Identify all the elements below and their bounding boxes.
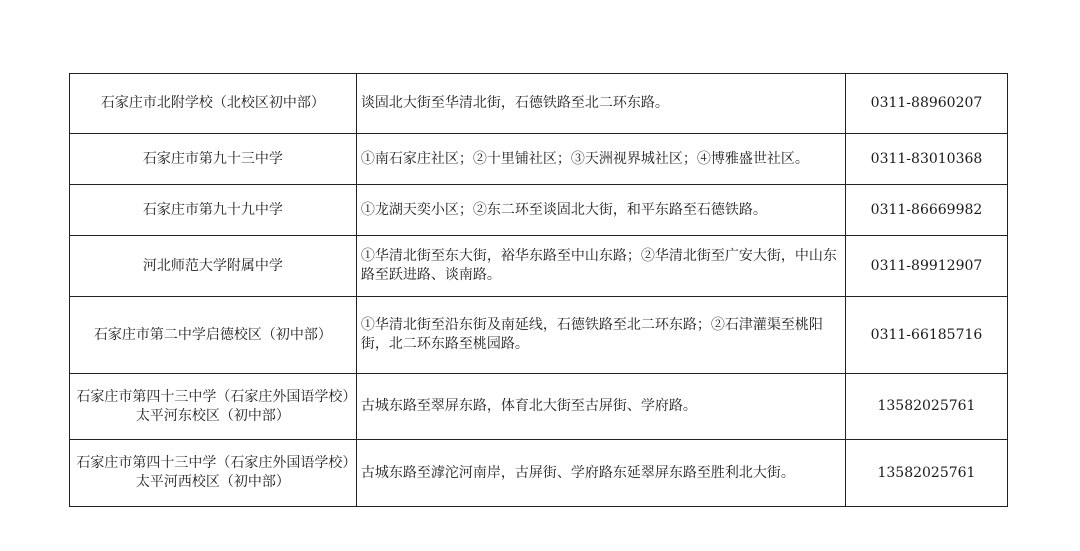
enrollment-area-cell: 谈固北大街至华清北街，石德铁路至北二环东路。 xyxy=(356,74,845,134)
school-name-cell: 石家庄市第四十三中学（石家庄外国语学校）太平河西校区（初中部） xyxy=(70,440,357,507)
school-name-cell: 石家庄市第二中学启德校区（初中部） xyxy=(70,297,357,374)
enrollment-area-cell: 古城东路至翠屏东路，体育北大街至古屏街、学府路。 xyxy=(356,374,845,440)
enrollment-area-cell: ①南石家庄社区；②十里铺社区；③天洲视界城社区；④博雅盛世社区。 xyxy=(356,134,845,185)
enrollment-area-cell: 古城东路至滹沱河南岸，古屏街、学府路东延翠屏东路至胜利北大街。 xyxy=(356,440,845,507)
table-row xyxy=(70,74,1008,134)
phone-cell: 0311-86669982 xyxy=(845,185,1007,236)
table-row xyxy=(70,297,1008,374)
table-row xyxy=(70,236,1008,297)
phone-cell: 0311-88960207 xyxy=(845,74,1007,134)
school-name-cell: 河北师范大学附属中学 xyxy=(70,236,357,297)
phone-cell: 0311-89912907 xyxy=(845,236,1007,297)
school-name-cell: 石家庄市第九十三中学 xyxy=(70,134,357,185)
school-name-cell: 石家庄市第九十九中学 xyxy=(70,185,357,236)
phone-cell: 13582025761 xyxy=(845,440,1007,507)
enrollment-area-cell: ①龙湖天奕小区；②东二环至谈固北大街，和平东路至石德铁路。 xyxy=(356,185,845,236)
table-row xyxy=(70,374,1008,440)
table-row xyxy=(70,440,1008,507)
table-row xyxy=(70,134,1008,185)
school-district-table xyxy=(69,73,1008,507)
enrollment-area-cell: ①华清北街至东大街，裕华东路至中山东路；②华清北街至广安大街，中山东路至跃进路、谈南路。 xyxy=(356,236,845,297)
phone-cell: 0311-83010368 xyxy=(845,134,1007,185)
phone-cell: 0311-66185716 xyxy=(845,297,1007,374)
school-name-cell: 石家庄市北附学校（北校区初中部） xyxy=(70,74,357,134)
phone-cell: 13582025761 xyxy=(845,374,1007,440)
table-row xyxy=(70,185,1008,236)
school-name-cell: 石家庄市第四十三中学（石家庄外国语学校）太平河东校区（初中部） xyxy=(70,374,357,440)
enrollment-area-cell: ①华清北街至沿东街及南延线，石德铁路至北二环东路；②石津灌渠至桃阳街，北二环东路至桃园路。 xyxy=(356,297,845,374)
